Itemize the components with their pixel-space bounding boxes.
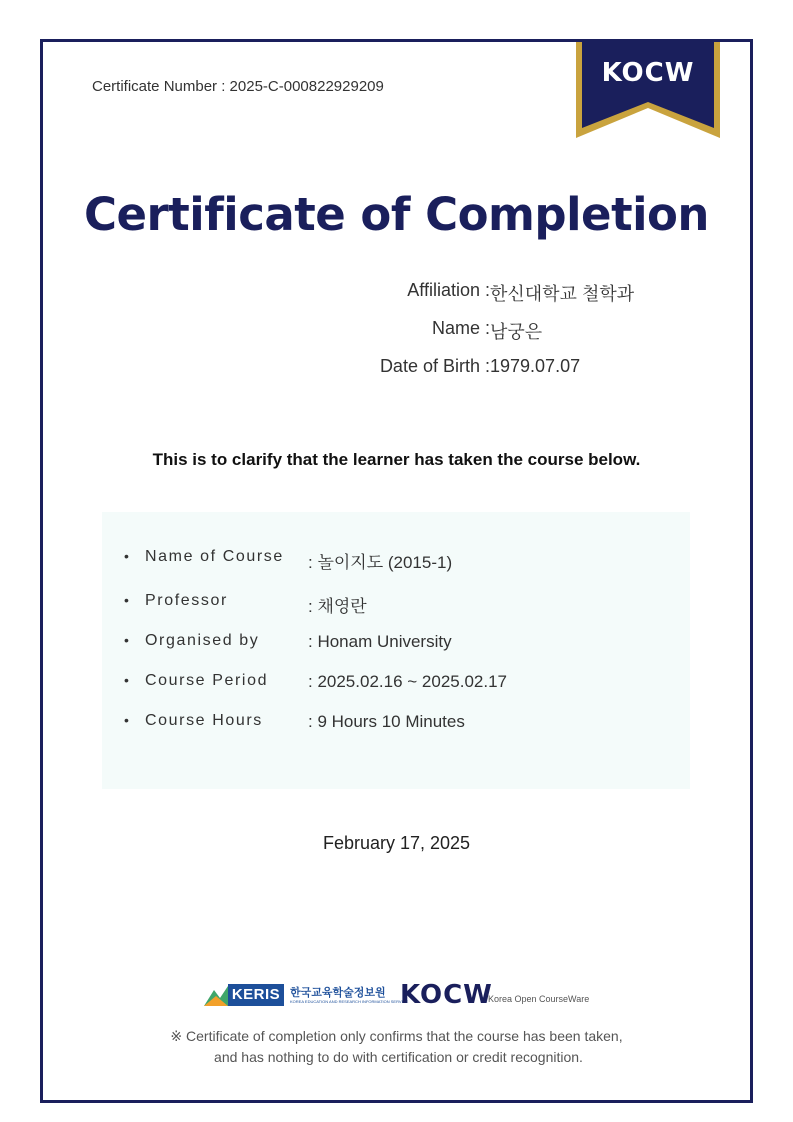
certificate-title: Certificate of Completion <box>84 188 709 241</box>
ribbon-logo-text: KOCW <box>601 58 695 88</box>
clarify-statement: This is to clarify that the learner has taken the course below. <box>152 450 641 469</box>
organiser-label: Organised by <box>145 632 260 649</box>
certificate-number: Certificate Number : 2025-C-000822929209 <box>92 78 384 95</box>
kocw-ribbon-badge <box>576 42 720 138</box>
disclaimer-notice <box>0 1026 793 1068</box>
course-hours-value: : 9 Hours 10 Minutes <box>308 712 465 731</box>
keris-logo: KERIS <box>228 984 284 1006</box>
bullet: • <box>124 712 129 728</box>
footer-logos <box>0 980 793 1014</box>
kocw-logo: KOCW <box>400 980 493 1010</box>
kocw-subtitle: Korea Open CourseWare <box>488 994 590 1004</box>
course-name-label: Name of Course <box>145 548 284 565</box>
keris-korean-name: 한국교육학술정보원 <box>290 987 386 999</box>
course-period-label: Course Period <box>145 672 269 689</box>
bullet: • <box>124 548 129 564</box>
dob-label: Date of Birth : <box>379 356 490 376</box>
organiser-value: : Honam University <box>308 632 452 651</box>
professor-value: : 채영란 <box>308 597 367 616</box>
affiliation-label: Affiliation : <box>407 280 490 300</box>
keris-subtitle: KOREA EDUCATION AND RESEARCH INFORMATION SERVICE <box>290 999 409 1004</box>
course-name-value: : 놀이지도 (2015-1) <box>308 553 453 572</box>
name-label: Name : <box>431 318 490 338</box>
bullet: • <box>124 632 129 648</box>
name-value: 남궁은 <box>490 322 543 342</box>
professor-label: Professor <box>145 592 228 609</box>
ribbon-shape <box>576 42 720 138</box>
bullet: • <box>124 672 129 688</box>
keris-logo-icon <box>204 984 228 1006</box>
course-hours-label: Course Hours <box>145 712 263 729</box>
disclaimer-line-2: and has nothing to do with certification or credit recognition. <box>214 1049 583 1065</box>
course-period-value: : 2025.02.16 ~ 2025.02.17 <box>308 672 507 691</box>
course-details-box <box>102 512 690 789</box>
disclaimer-line-1: ※ Certificate of completion only confirms that the course has been taken, <box>170 1028 623 1044</box>
affiliation-value: 한신대학교 철학과 <box>490 284 635 304</box>
dob-value: 1979.07.07 <box>490 356 581 376</box>
bullet: • <box>124 592 129 608</box>
issue-date: February 17, 2025 <box>322 833 471 853</box>
